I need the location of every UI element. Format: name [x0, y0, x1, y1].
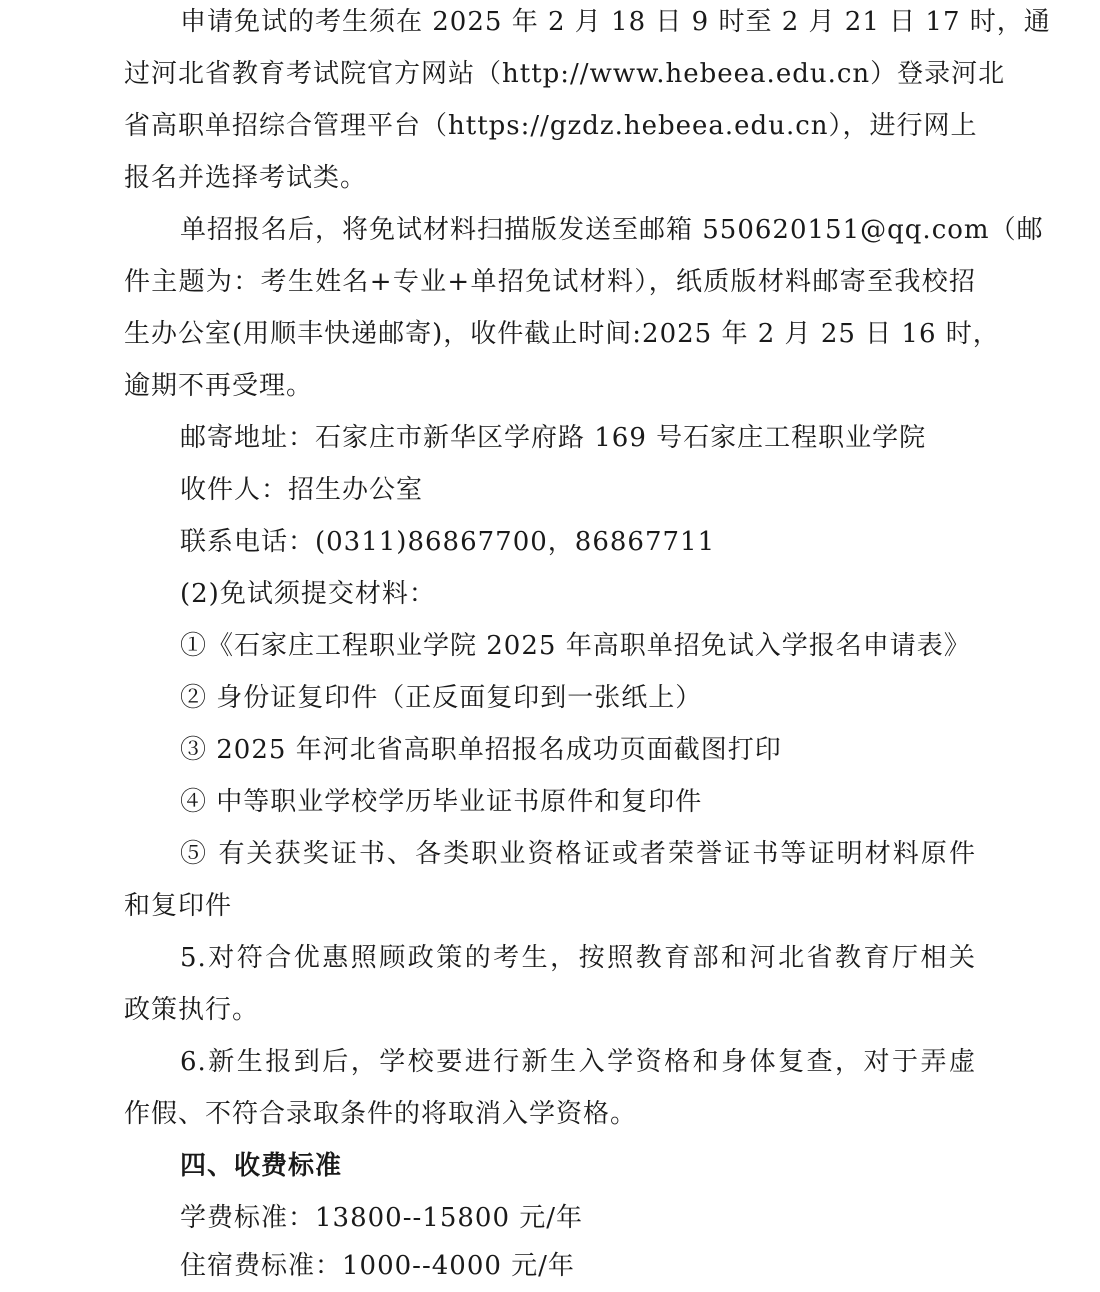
material-item: ⑤ 有关获奖证书、各类职业资格证或者荣誉证书等证明材料原件	[180, 839, 976, 869]
paragraph-line: 5.对符合优惠照顾政策的考生，按照教育部和河北省教育厅相关	[180, 943, 976, 973]
material-item: ①《石家庄工程职业学院 2025 年高职单招免试入学报名申请表》	[180, 631, 971, 661]
section-heading: 四、收费标准	[180, 1151, 343, 1181]
paragraph-line: 报名并选择考试类。	[124, 163, 368, 193]
recipient: 收件人：招生办公室	[180, 475, 424, 505]
paragraph-line: 6.新生报到后，学校要进行新生入学资格和身体复查，对于弄虚	[180, 1047, 976, 1077]
paragraph-line: 作假、不符合录取条件的将取消入学资格。	[124, 1099, 638, 1129]
paragraph-line: 省高职单招综合管理平台（https://gzdz.hebeea.edu.cn），进行网上	[124, 111, 978, 141]
material-item: ④ 中等职业学校学历毕业证书原件和复印件	[180, 787, 703, 817]
mailing-address: 邮寄地址：石家庄市新华区学府路 169 号石家庄工程职业学院	[180, 423, 927, 453]
paragraph-line: 逾期不再受理。	[124, 371, 314, 401]
paragraph-line: 生办公室(用顺丰快递邮寄)，收件截止时间:2025 年 2 月 25 日 16 时，	[124, 319, 1000, 349]
paragraph-line: 过河北省教育考试院官方网站（http://www.hebeea.edu.cn）登录河北	[124, 59, 1006, 89]
paragraph-line: 件主题为：考生姓名+专业+单招免试材料），纸质版材料邮寄至我校招	[124, 267, 976, 297]
material-item: ③ 2025 年河北省高职单招报名成功页面截图打印	[180, 735, 782, 765]
tuition-fee: 学费标准：13800--15800 元/年	[180, 1203, 584, 1233]
material-item: 和复印件	[124, 891, 233, 921]
paragraph-line: 政策执行。	[124, 995, 260, 1025]
paragraph-line: 申请免试的考生须在 2025 年 2 月 18 日 9 时至 2 月 21 日 17 时，通	[180, 7, 1051, 37]
materials-title: (2)免试须提交材料：	[180, 579, 436, 609]
contact-phone: 联系电话：(0311)86867700，86867711	[180, 527, 716, 557]
paragraph-line: 单招报名后，将免试材料扫描版发送至邮箱 550620151@qq.com（邮	[180, 215, 1044, 245]
lodging-fee: 住宿费标准：1000--4000 元/年	[180, 1251, 575, 1281]
material-item: ② 身份证复印件（正反面复印到一张纸上）	[180, 683, 703, 713]
